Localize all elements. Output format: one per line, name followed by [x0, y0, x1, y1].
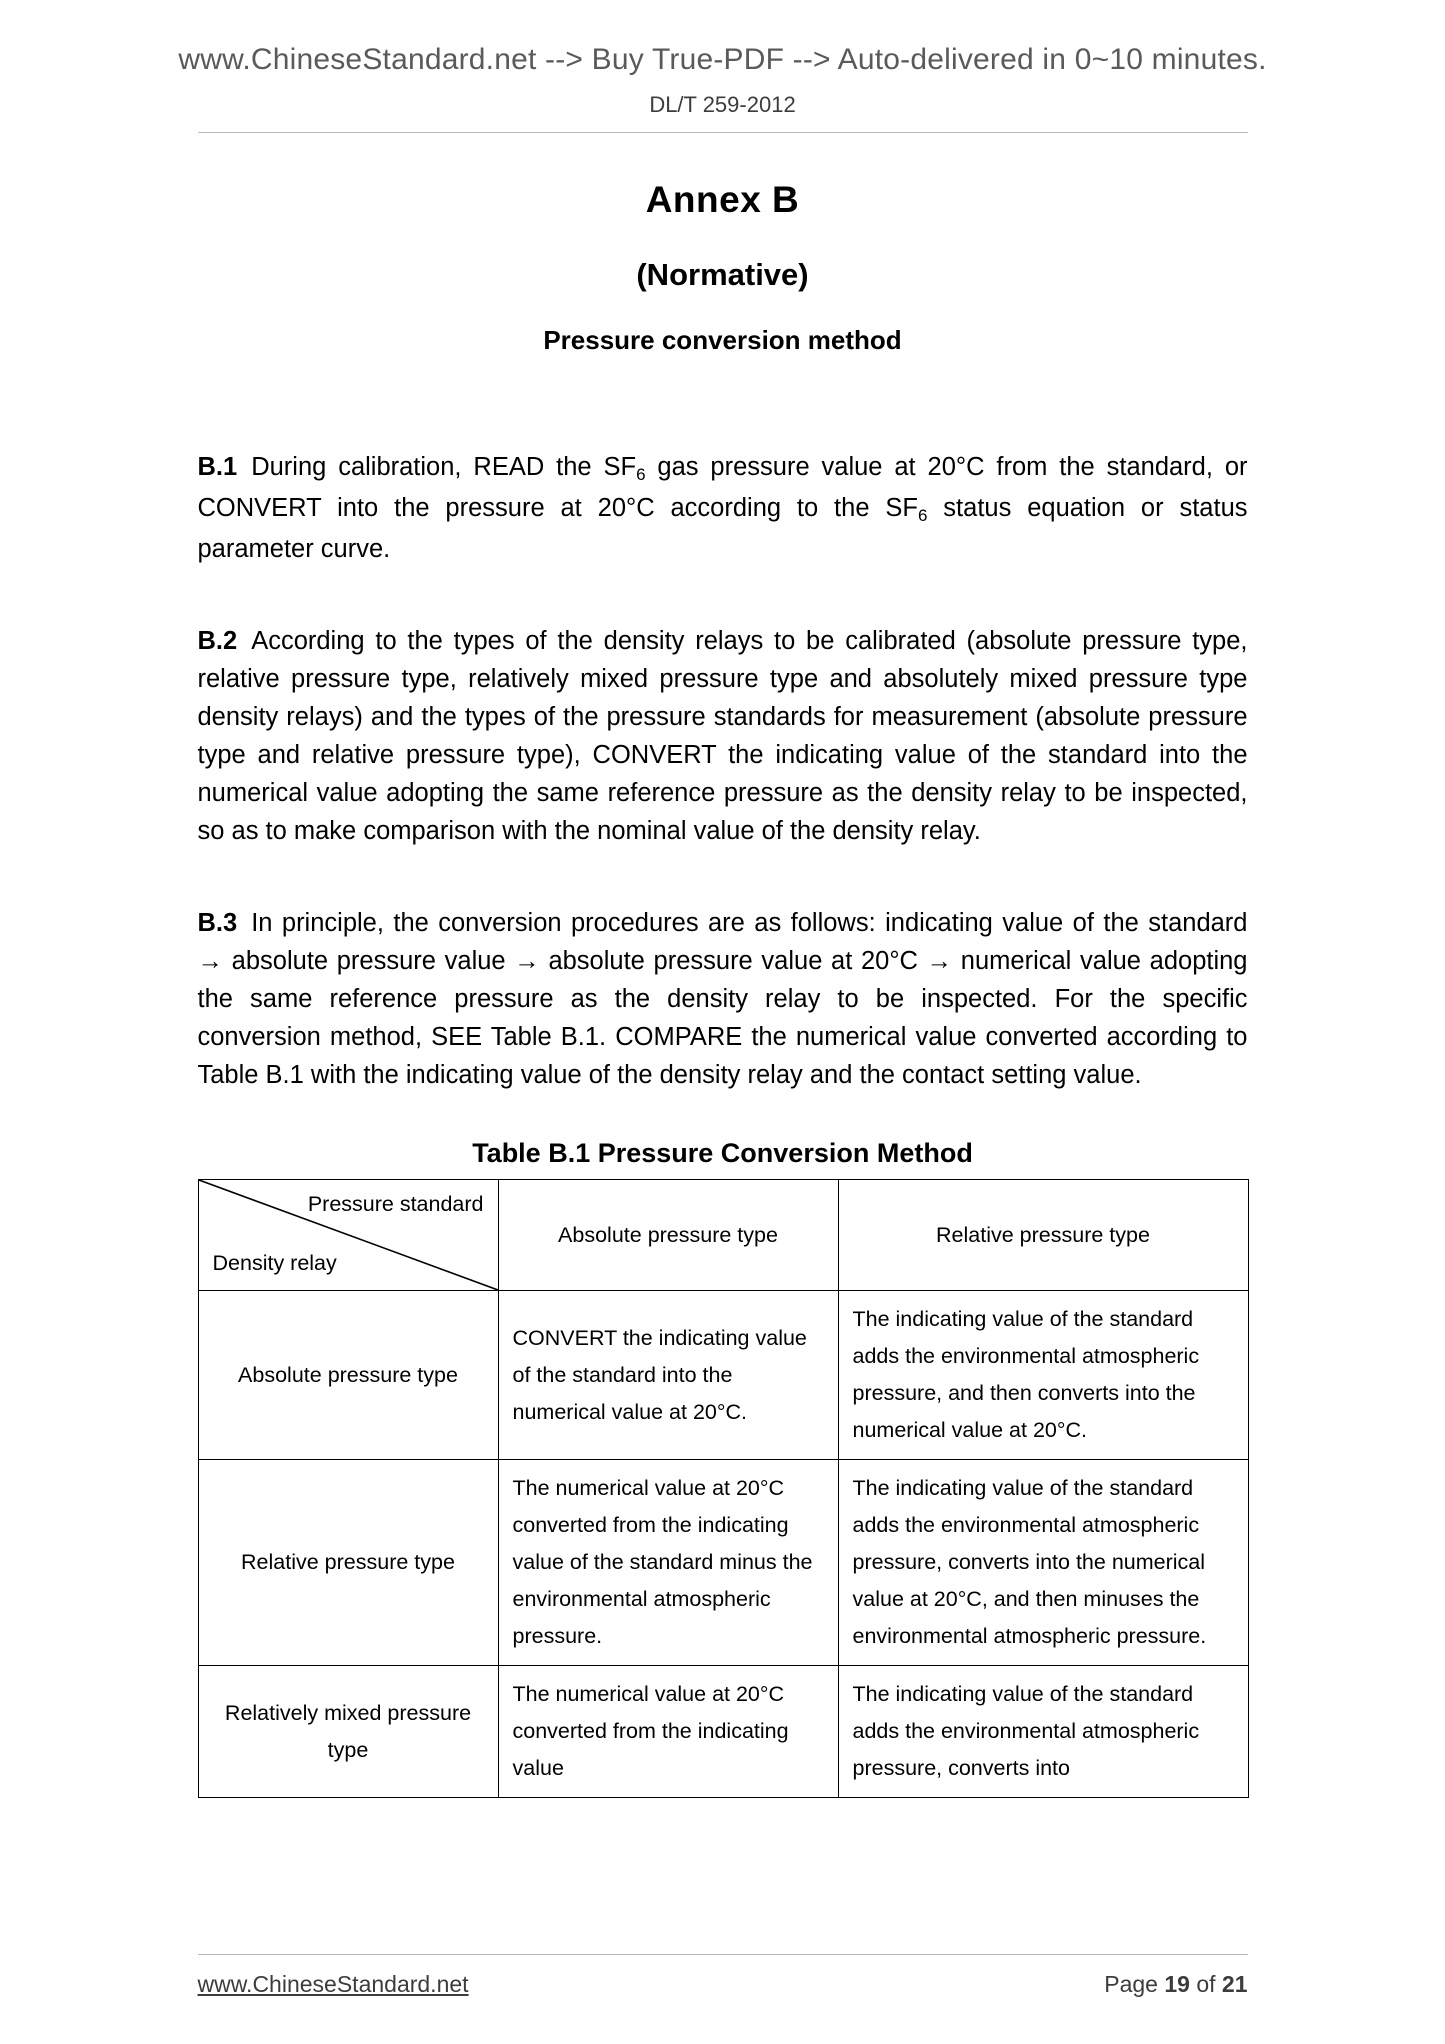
annex-title: Annex B [645, 179, 800, 221]
page-of: of [1189, 1971, 1222, 1997]
paragraph-b1-label: B.1 [197, 453, 238, 482]
footer-website-link[interactable]: www.ChineseStandard.net [197, 1971, 469, 1997]
cell-absolute-relative: The indicating value of the standard adds the environmental atmospheric pressure, and then converts into the numerical value at 20°C. [838, 1291, 1248, 1460]
table-row [198, 1460, 1248, 1666]
corner-label-pressure-standard: Pressure standard [307, 1192, 484, 1217]
cell-mixed-absolute: The numerical value at 20°C converted from the indicating value [498, 1666, 838, 1798]
table-row [198, 1666, 1248, 1798]
footer-divider [198, 1954, 1248, 1955]
cell-mixed-relative: The indicating value of the standard adds the environmental atmospheric pressure, converts into [838, 1666, 1248, 1798]
cell-relative-relative: The indicating value of the standard adds the environmental atmospheric pressure, converts into the numerical value at 20°C, and then minuses the environmental atmospheric pressure. [838, 1460, 1248, 1666]
sf6-subscript-1: 6 [636, 465, 646, 485]
page-total: 21 [1221, 1971, 1248, 1997]
pressure-conversion-table [198, 1179, 1249, 1798]
footer-row [198, 1971, 1248, 1998]
annex-subject-title: Pressure conversion method [543, 325, 902, 356]
row-label-relatively-mixed-pressure-type: Relatively mixed pressure type [198, 1666, 498, 1798]
paragraph-b2-label: B.2 [197, 627, 238, 656]
paragraph-b1-text-part2: gas pressure value at 20°C from the standard, or CONVERT into the pressure at 20°C according to the SF [197, 453, 1248, 523]
paragraph-b1-text-part3: status equation or status parameter curve. [197, 494, 1248, 564]
paragraph-b2-text: According to the types of the density relays to be calibrated (absolute pressure type, relative pressure type, relatively mixed pressure type and absolutely mixed pressure type density relays) and the types of the pressure standards for measurement (absolute pressure type and relative pressure type), CONVERT the indicating value of the standard into the numerical value adopting the same reference pressure as the density relay to be inspected, so as to make comparison with the nominal value of the density relay. [197, 627, 1248, 846]
page-header [0, 0, 1445, 133]
promo-banner: www.ChineseStandard.net --> Buy True-PDF --> Auto-delivered in 0~10 minutes. [178, 43, 1267, 76]
standard-code: DL/T 259-2012 [649, 92, 796, 117]
page-footer [0, 1954, 1445, 1998]
corner-label-density-relay: Density relay [212, 1251, 337, 1276]
paragraph-b1 [198, 448, 1248, 568]
header-divider [198, 132, 1248, 133]
table-col-header-relative: Relative pressure type [838, 1180, 1248, 1291]
annex-normative-label: (Normative) [636, 257, 809, 293]
paragraph-b3-text: In principle, the conversion procedures are as follows: indicating value of the standard → absolute pressure value → absolute pressure value at 20°C → numerical value adopting the same reference pressure as the density relay to be inspected. For the specific conversion method, SEE Table B.1. COMPARE the numerical value converted according to Table B.1 with the indicating value of the density relay and the contact setting value. [197, 909, 1248, 1090]
sf6-subscript-2: 6 [917, 506, 928, 526]
page-current: 19 [1164, 1971, 1190, 1997]
cell-absolute-absolute: CONVERT the indicating value of the standard into the numerical value at 20°C. [498, 1291, 838, 1460]
table-col-header-absolute: Absolute pressure type [498, 1180, 838, 1291]
table-row [198, 1291, 1248, 1460]
row-label-absolute-pressure-type: Absolute pressure type [198, 1291, 498, 1460]
paragraph-b1-text-part1: During calibration, READ the SF [251, 453, 637, 482]
page-number-label [1104, 1971, 1247, 1998]
table-caption: Table B.1 Pressure Conversion Method [472, 1138, 973, 1169]
table-header-row [198, 1180, 1248, 1291]
paragraph-b3 [198, 904, 1248, 1094]
document-content [198, 179, 1248, 1798]
page-prefix: Page [1104, 1971, 1165, 1997]
table-corner-cell [198, 1180, 498, 1291]
cell-relative-absolute: The numerical value at 20°C converted from the indicating value of the standard minus the environmental atmospheric pressure. [498, 1460, 838, 1666]
paragraph-b3-label: B.3 [197, 909, 238, 938]
paragraph-b2 [198, 622, 1248, 850]
row-label-relative-pressure-type: Relative pressure type [198, 1460, 498, 1666]
